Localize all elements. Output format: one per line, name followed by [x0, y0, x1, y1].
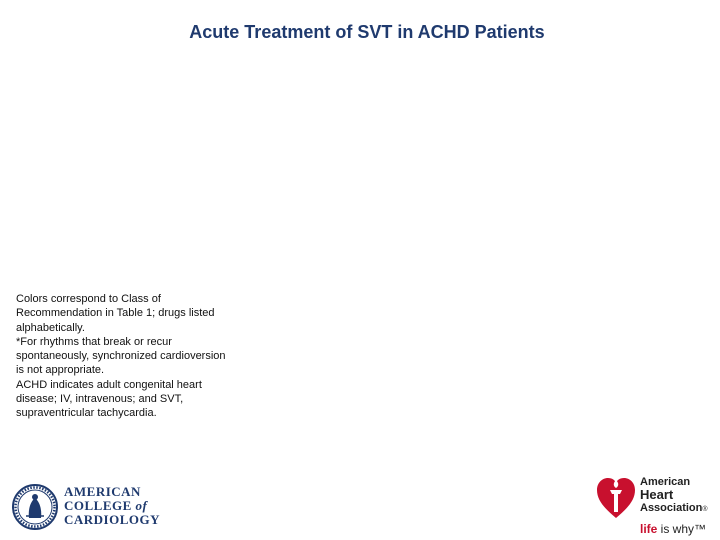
slide-title: Acute Treatment of SVT in ACHD Patients — [189, 22, 545, 42]
acc-seal-icon — [12, 484, 58, 530]
aha-tagline — [640, 522, 706, 536]
note-abbreviations: ACHD indicates adult congenital heart disease; IV, intravenous; and SVT, supraventricular tachycardia. — [16, 378, 202, 420]
note-cardioversion: *For rhythms that break or recur spontaneously, synchronized cardioversion is not appropriate. — [16, 335, 226, 377]
acc-line-of: of — [135, 498, 148, 513]
aha-line-american: American — [640, 476, 691, 488]
aha-tagline-life: life — [640, 522, 658, 536]
aha-line-heart: Heart — [640, 487, 674, 502]
aha-tagline-rest: is why™ — [657, 522, 707, 536]
acc-line-american: AMERICAN — [64, 484, 141, 499]
acc-logo — [12, 482, 172, 530]
aha-logo — [596, 470, 720, 540]
heart-torch-icon — [596, 474, 636, 520]
aha-trademark: ® — [702, 506, 708, 513]
acc-line-college: COLLEGE — [64, 498, 136, 513]
aha-line-association: Association — [640, 502, 703, 514]
acc-line-cardiology: CARDIOLOGY — [64, 512, 161, 527]
slide-notes — [16, 292, 236, 421]
note-colors: Colors correspond to Class of Recommendation in Table 1; drugs listed alphabetically. — [16, 293, 215, 334]
